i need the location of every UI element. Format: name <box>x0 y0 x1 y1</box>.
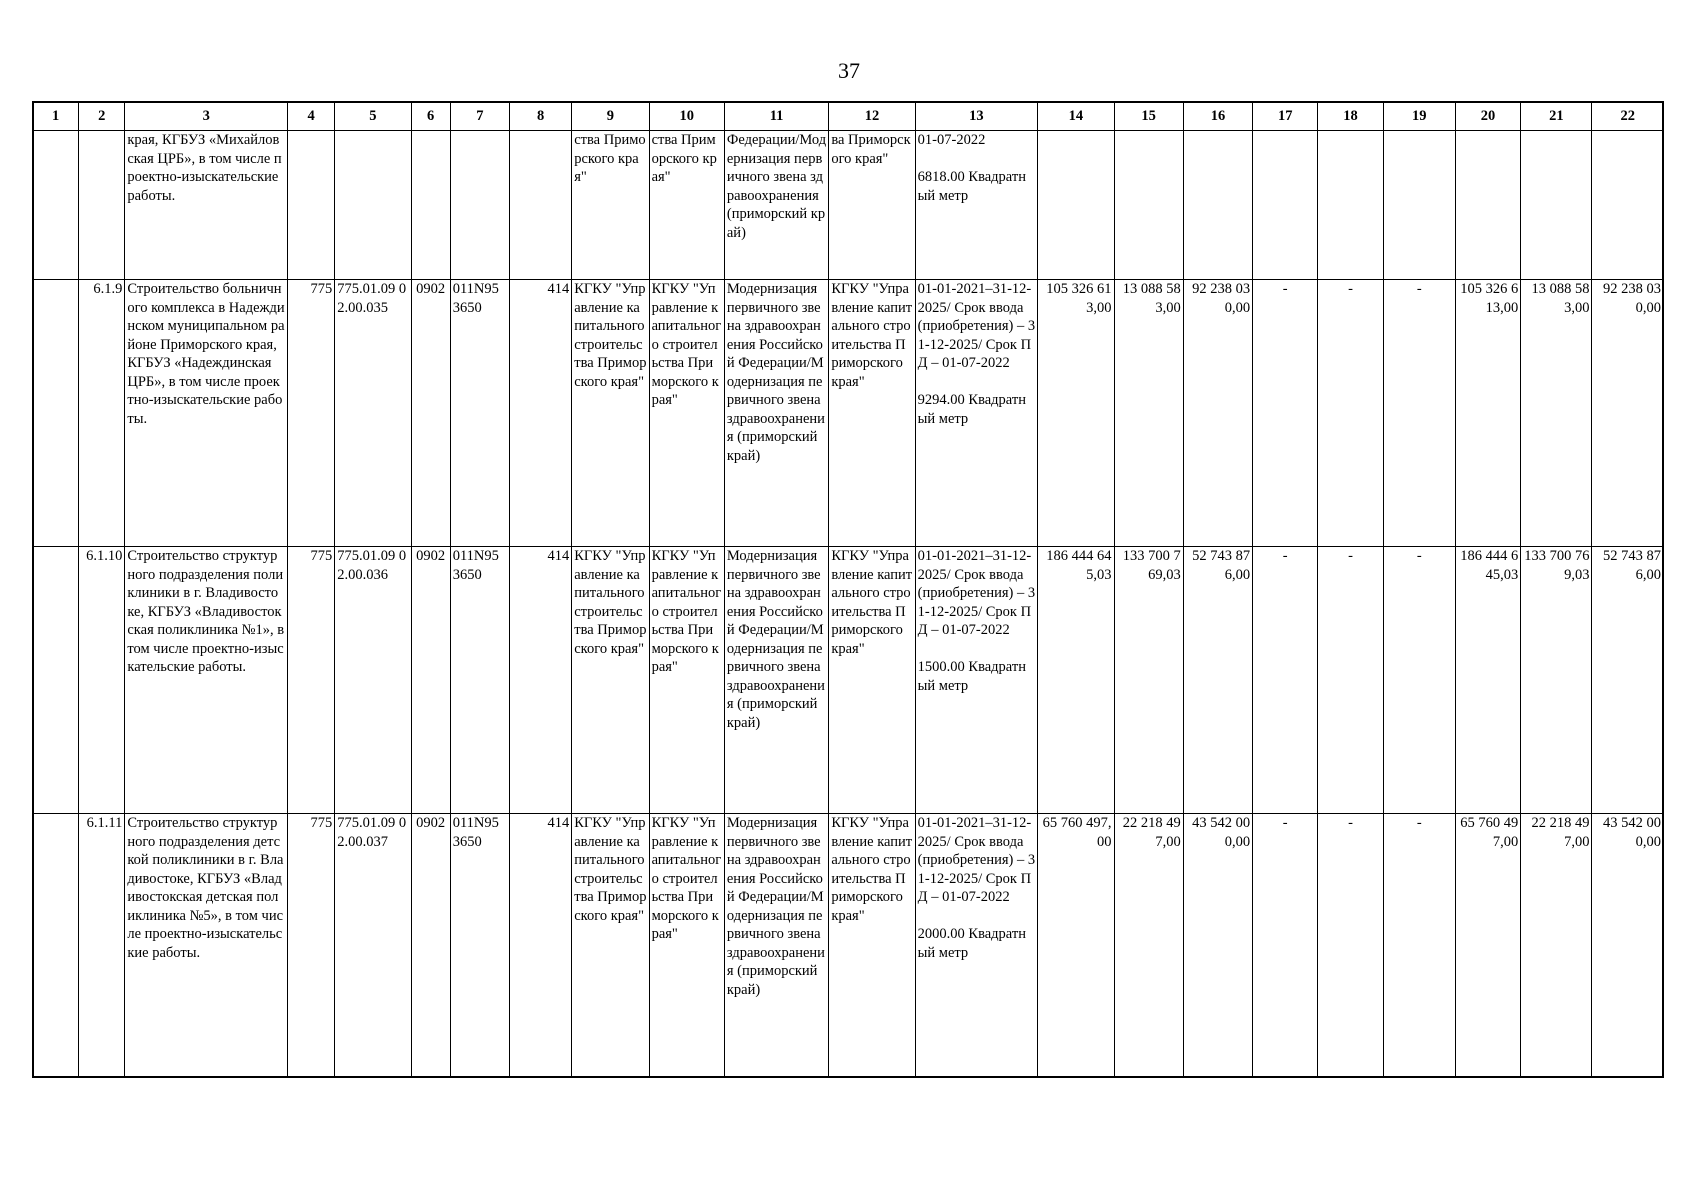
cell-col6: 0902 <box>411 280 450 547</box>
cell-col1 <box>33 547 79 814</box>
cell-col14: 105 326 613,00 <box>1038 280 1114 547</box>
cell-col18: - <box>1318 814 1383 1077</box>
cell-col10: КГКУ "Управление капитального строительства Приморского края" <box>649 547 724 814</box>
cell-col16: 92 238 030,00 <box>1183 280 1252 547</box>
header-cell: 3 <box>125 103 288 131</box>
cell-col20: 65 760 497,00 <box>1455 814 1520 1077</box>
cell-object-name: Строительство больничного комплекса в Надеждинском муниципальном районе Приморского края, КГБУЗ «Надеждинская ЦРБ», в том числе проектно-изыскательские работы. <box>125 280 288 547</box>
header-cell: 15 <box>1114 103 1183 131</box>
cell-col21 <box>1521 131 1592 280</box>
cell-col14 <box>1038 131 1114 280</box>
cell-col14: 186 444 645,03 <box>1038 547 1114 814</box>
cell-col5 <box>335 131 411 280</box>
cell-col9: КГКУ "Управление капитального строительства Приморского края" <box>572 814 649 1077</box>
cell-item-number: 6.1.10 <box>79 547 125 814</box>
cell-col19: - <box>1383 547 1455 814</box>
cell-col9: ства Приморского края" <box>572 131 649 280</box>
cell-col9: КГКУ "Управление капитального строительства Приморского края" <box>572 547 649 814</box>
cell-col10: КГКУ "Управление капитального строительства Приморского края" <box>649 280 724 547</box>
cell-col14: 65 760 497,00 <box>1038 814 1114 1077</box>
cell-object-name: края, КГБУЗ «Михайловская ЦРБ», в том числе проектно-изыскательские работы. <box>125 131 288 280</box>
header-cell: 7 <box>450 103 509 131</box>
cell-col10: КГКУ "Управление капитального строительства Приморского края" <box>649 814 724 1077</box>
cell-col12: ва Приморского края" <box>829 131 915 280</box>
cell-col22: 92 238 030,00 <box>1592 280 1664 547</box>
cell-col20: 186 444 645,03 <box>1455 547 1520 814</box>
header-cell: 5 <box>335 103 411 131</box>
cell-col13: 01-01-2021–31-12-2025/ Срок ввода (приобретения) – 31-12-2025/ Срок ПД – 01-07-2022 1500.00 Квадратный метр <box>915 547 1038 814</box>
cell-col22: 52 743 876,00 <box>1592 547 1664 814</box>
cell-col8: 414 <box>509 547 571 814</box>
header-cell: 8 <box>509 103 571 131</box>
header-cell: 14 <box>1038 103 1114 131</box>
cell-col20 <box>1455 131 1520 280</box>
cell-col6: 0902 <box>411 547 450 814</box>
cell-object-name: Строительство структурного подразделения поликлиники в г. Владивостоке, КГБУЗ «Владивостокская поликлиника №1», в том числе проектно-изыскательские работы. <box>125 547 288 814</box>
page-number: 37 <box>838 58 860 83</box>
header-row <box>33 103 1664 131</box>
investment-table <box>32 102 1664 1077</box>
cell-col19 <box>1383 131 1455 280</box>
cell-col17: - <box>1253 814 1318 1077</box>
cell-col22 <box>1592 131 1664 280</box>
table-row <box>33 814 1664 1077</box>
cell-col8: 414 <box>509 280 571 547</box>
cell-col4: 775 <box>288 280 335 547</box>
cell-col13: 01-01-2021–31-12-2025/ Срок ввода (приобретения) – 31-12-2025/ Срок ПД – 01-07-2022 9294.00 Квадратный метр <box>915 280 1038 547</box>
cell-col20: 105 326 613,00 <box>1455 280 1520 547</box>
table-row <box>33 280 1664 547</box>
cell-col4: 775 <box>288 814 335 1077</box>
cell-col13: 01-07-2022 6818.00 Квадратный метр <box>915 131 1038 280</box>
cell-col17: - <box>1253 280 1318 547</box>
cell-object-name: Строительство структурного подразделения детской поликлиники в г. Владивостоке, КГБУЗ «Владивостокская детская поликлиника №5», в том числе проектно-изыскательские работы. <box>125 814 288 1077</box>
header-cell: 10 <box>649 103 724 131</box>
cell-col8: 414 <box>509 814 571 1077</box>
cell-col18 <box>1318 131 1383 280</box>
header-cell: 13 <box>915 103 1038 131</box>
table-row <box>33 131 1664 280</box>
cell-col16: 52 743 876,00 <box>1183 547 1252 814</box>
table-row <box>33 547 1664 814</box>
cell-col19: - <box>1383 280 1455 547</box>
cell-col1 <box>33 131 79 280</box>
cell-col7 <box>450 131 509 280</box>
cell-item-number <box>79 131 125 280</box>
cell-col17 <box>1253 131 1318 280</box>
cell-col11: Модернизация первичного звена здравоохранения Российской Федерации/Модернизация первичного звена здравоохранения (приморский край) <box>724 547 828 814</box>
cell-col6 <box>411 131 450 280</box>
cell-col21: 13 088 583,00 <box>1521 280 1592 547</box>
cell-col7: 011N95 3650 <box>450 280 509 547</box>
cell-col11: Модернизация первичного звена здравоохранения Российской Федерации/Модернизация первичного звена здравоохранения (приморский край) <box>724 814 828 1077</box>
cell-col15: 13 088 583,00 <box>1114 280 1183 547</box>
cell-col5: 775.01.09 02.00.037 <box>335 814 411 1077</box>
cell-col10: ства Приморского края" <box>649 131 724 280</box>
cell-col22: 43 542 000,00 <box>1592 814 1664 1077</box>
cell-col21: 22 218 497,00 <box>1521 814 1592 1077</box>
cell-col12: КГКУ "Управление капитального строительства Приморского края" <box>829 547 915 814</box>
header-cell: 1 <box>33 103 79 131</box>
cell-item-number: 6.1.11 <box>79 814 125 1077</box>
header-cell: 21 <box>1521 103 1592 131</box>
header-cell: 19 <box>1383 103 1455 131</box>
header-cell: 11 <box>724 103 828 131</box>
header-cell: 17 <box>1253 103 1318 131</box>
cell-col8 <box>509 131 571 280</box>
cell-col13: 01-01-2021–31-12-2025/ Срок ввода (приобретения) – 31-12-2025/ Срок ПД – 01-07-2022 2000.00 Квадратный метр <box>915 814 1038 1077</box>
header-cell: 12 <box>829 103 915 131</box>
cell-col6: 0902 <box>411 814 450 1077</box>
header-cell: 18 <box>1318 103 1383 131</box>
cell-col7: 011N95 3650 <box>450 814 509 1077</box>
cell-col1 <box>33 280 79 547</box>
cell-col1 <box>33 814 79 1077</box>
header-cell: 4 <box>288 103 335 131</box>
cell-col12: КГКУ "Управление капитального строительства Приморского края" <box>829 814 915 1077</box>
cell-col17: - <box>1253 547 1318 814</box>
cell-col9: КГКУ "Управление капитального строительства Приморского края" <box>572 280 649 547</box>
cell-col4: 775 <box>288 547 335 814</box>
cell-col7: 011N95 3650 <box>450 547 509 814</box>
cell-col21: 133 700 769,03 <box>1521 547 1592 814</box>
cell-col18: - <box>1318 547 1383 814</box>
cell-col16 <box>1183 131 1252 280</box>
cell-col12: КГКУ "Управление капитального строительства Приморского края" <box>829 280 915 547</box>
header-cell: 20 <box>1455 103 1520 131</box>
header-cell: 6 <box>411 103 450 131</box>
cell-col15: 133 700 769,03 <box>1114 547 1183 814</box>
cell-col15: 22 218 497,00 <box>1114 814 1183 1077</box>
cell-col5: 775.01.09 02.00.036 <box>335 547 411 814</box>
header-cell: 16 <box>1183 103 1252 131</box>
cell-col4 <box>288 131 335 280</box>
header-cell: 2 <box>79 103 125 131</box>
cell-col15 <box>1114 131 1183 280</box>
cell-col16: 43 542 000,00 <box>1183 814 1252 1077</box>
header-cell: 22 <box>1592 103 1664 131</box>
cell-col11: Федерации/Модернизация первичного звена здравоохранения (приморский край) <box>724 131 828 280</box>
cell-col19: - <box>1383 814 1455 1077</box>
cell-col18: - <box>1318 280 1383 547</box>
cell-col5: 775.01.09 02.00.035 <box>335 280 411 547</box>
cell-item-number: 6.1.9 <box>79 280 125 547</box>
cell-col11: Модернизация первичного звена здравоохранения Российской Федерации/Модернизация первичного звена здравоохранения (приморский край) <box>724 280 828 547</box>
header-cell: 9 <box>572 103 649 131</box>
